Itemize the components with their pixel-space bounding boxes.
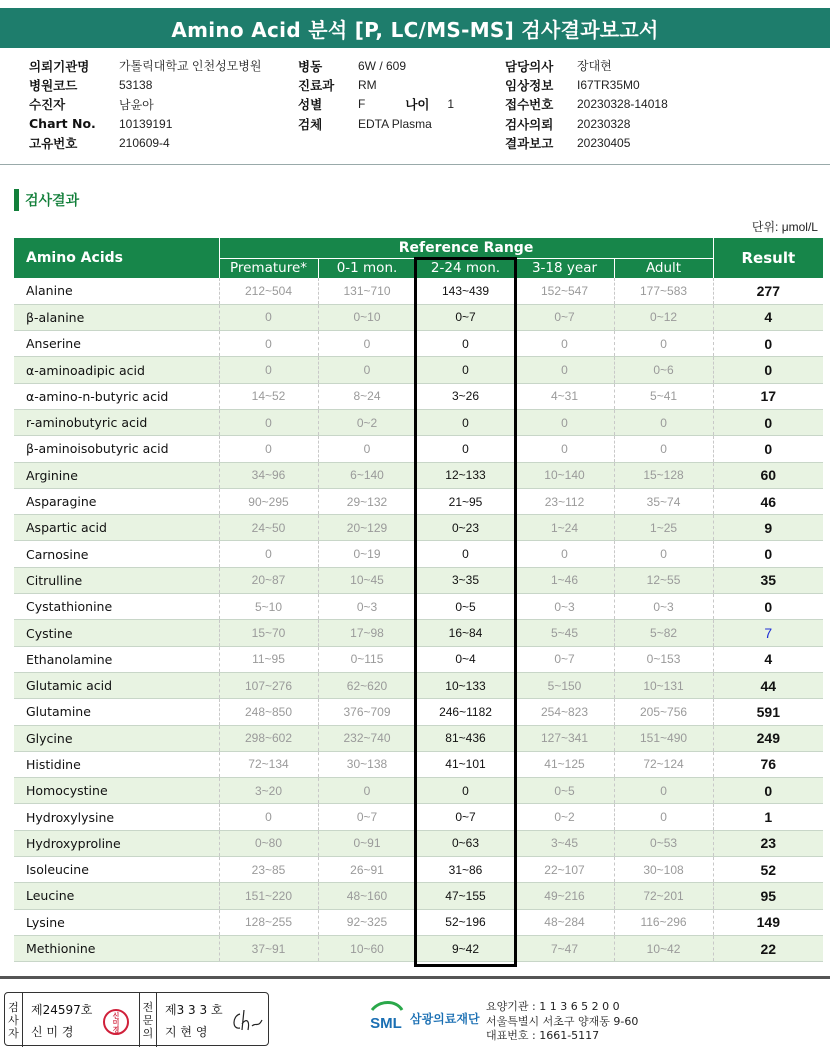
table-row — [14, 830, 823, 856]
reference-range-cell: 15~70 — [219, 620, 318, 646]
reference-range-cell: 21~95 — [416, 488, 515, 514]
table-row — [14, 278, 823, 304]
info-label: 검체 — [298, 116, 323, 132]
reference-range-cell: 47~155 — [416, 883, 515, 909]
table-row — [14, 331, 823, 357]
reference-range-cell: 0~115 — [318, 646, 416, 672]
amino-acid-name: Glutamine — [14, 699, 219, 725]
reference-range-cell: 127~341 — [515, 725, 614, 751]
reviewer-name: 지 현 영 — [165, 1025, 208, 1039]
reference-range-cell: 0 — [614, 804, 713, 830]
reference-range-cell: 0 — [614, 436, 713, 462]
reference-range-cell: 0~7 — [515, 304, 614, 330]
subheader-age-group: 3-18 year — [515, 258, 614, 278]
reference-range-cell: 72~134 — [219, 751, 318, 777]
table-row — [14, 935, 823, 961]
result-cell: 35 — [713, 567, 823, 593]
amino-acid-name: Arginine — [14, 462, 219, 488]
table-row — [14, 804, 823, 830]
info-label: 수진자 — [29, 97, 66, 113]
reference-range-cell: 0 — [515, 541, 614, 567]
amino-acid-name: Cystathionine — [14, 594, 219, 620]
reference-range-cell: 8~24 — [318, 383, 416, 409]
results-table — [14, 238, 823, 962]
reference-range-cell: 0 — [318, 331, 416, 357]
info-value: 가톨릭대학교 인천성모병원 — [119, 59, 262, 74]
examiner-label: 검 사 자 — [5, 993, 23, 1047]
reference-range-cell: 0~4 — [416, 646, 515, 672]
reference-range-cell: 0~5 — [416, 594, 515, 620]
reference-range-cell: 0~63 — [416, 830, 515, 856]
reference-range-cell: 26~91 — [318, 857, 416, 883]
reference-range-cell: 6~140 — [318, 462, 416, 488]
reference-range-cell: 12~55 — [614, 567, 713, 593]
reference-range-cell: 0~3 — [318, 594, 416, 620]
reference-range-cell: 41~125 — [515, 751, 614, 777]
reference-range-cell: 0~7 — [416, 804, 515, 830]
reference-range-cell: 205~756 — [614, 699, 713, 725]
reference-range-cell: 7~47 — [515, 935, 614, 961]
result-cell: 0 — [713, 594, 823, 620]
reference-range-cell: 4~31 — [515, 383, 614, 409]
table-row — [14, 883, 823, 909]
reference-range-cell: 72~201 — [614, 883, 713, 909]
reference-range-cell: 12~133 — [416, 462, 515, 488]
amino-acid-name: Methionine — [14, 935, 219, 961]
info-col-1 — [29, 56, 261, 153]
sml-logo-icon — [366, 998, 406, 1038]
age-label: 나이 — [405, 97, 430, 113]
reference-range-cell: 128~255 — [219, 909, 318, 935]
info-row — [298, 95, 454, 114]
reference-range-cell: 11~95 — [219, 646, 318, 672]
result-cell: 0 — [713, 409, 823, 435]
reference-range-cell: 3~26 — [416, 383, 515, 409]
info-value: 10139191 — [119, 116, 173, 131]
result-cell: 46 — [713, 488, 823, 514]
reference-range-cell: 49~216 — [515, 883, 614, 909]
info-label: 의뢰기관명 — [29, 58, 90, 74]
result-cell: 591 — [713, 699, 823, 725]
amino-acid-name: Histidine — [14, 751, 219, 777]
amino-acid-name: Glycine — [14, 725, 219, 751]
reference-range-cell: 0 — [318, 357, 416, 383]
subheader-age-group: 0-1 mon. — [318, 258, 416, 278]
info-row — [298, 114, 454, 133]
reference-range-cell: 10~133 — [416, 672, 515, 698]
amino-acid-name: Ethanolamine — [14, 646, 219, 672]
reference-range-cell: 20~87 — [219, 567, 318, 593]
report-title: Amino Acid 분석 [P, LC/MS-MS] 검사결과보고서 — [0, 8, 830, 48]
table-row — [14, 541, 823, 567]
reference-range-cell: 72~124 — [614, 751, 713, 777]
reference-range-cell: 0 — [219, 357, 318, 383]
info-value: 남윤아 — [119, 97, 154, 112]
reference-range-cell: 254~823 — [515, 699, 614, 725]
info-row — [29, 114, 261, 133]
reference-range-cell: 0 — [515, 436, 614, 462]
reference-range-cell: 0~80 — [219, 830, 318, 856]
reference-range-cell: 62~620 — [318, 672, 416, 698]
result-cell: 95 — [713, 883, 823, 909]
reference-range-cell: 41~101 — [416, 751, 515, 777]
amino-acid-name: Carnosine — [14, 541, 219, 567]
reference-range-cell: 152~547 — [515, 278, 614, 304]
table-row — [14, 778, 823, 804]
reference-range-cell: 0~91 — [318, 830, 416, 856]
reference-range-cell: 10~42 — [614, 935, 713, 961]
reference-range-cell: 0~7 — [515, 646, 614, 672]
reference-range-cell: 48~284 — [515, 909, 614, 935]
table-row — [14, 409, 823, 435]
reference-range-cell: 23~112 — [515, 488, 614, 514]
reference-range-cell: 0 — [416, 409, 515, 435]
info-label: 병동 — [298, 58, 323, 74]
info-value: 장대현 — [577, 59, 612, 74]
table-row — [14, 304, 823, 330]
info-value: 53138 — [119, 78, 153, 93]
amino-acid-name: β-aminoisobutyric acid — [14, 436, 219, 462]
info-value: 20230328 — [577, 116, 631, 131]
table-row — [14, 699, 823, 725]
amino-acid-name: Glutamic acid — [14, 672, 219, 698]
examiner-license: 제24597호 — [31, 1003, 93, 1017]
result-cell: 44 — [713, 672, 823, 698]
amino-acid-name: Leucine — [14, 883, 219, 909]
info-value: 210609-4 — [119, 136, 170, 151]
table-row — [14, 646, 823, 672]
reference-range-cell: 0~19 — [318, 541, 416, 567]
amino-acid-name: Hydroxyproline — [14, 830, 219, 856]
reference-range-cell: 232~740 — [318, 725, 416, 751]
info-row — [505, 75, 668, 94]
reference-range-cell: 23~85 — [219, 857, 318, 883]
reference-range-cell: 0 — [219, 804, 318, 830]
info-label: 성별 — [298, 97, 323, 113]
signature-box — [4, 992, 269, 1046]
amino-acid-name: α-aminoadipic acid — [14, 357, 219, 383]
reference-range-cell: 151~220 — [219, 883, 318, 909]
info-row — [298, 75, 454, 94]
reference-range-cell: 0~3 — [515, 594, 614, 620]
reference-range-cell: 10~45 — [318, 567, 416, 593]
reference-range-cell: 116~296 — [614, 909, 713, 935]
section-title-text: 검사결과 — [25, 193, 80, 209]
info-label: 임상정보 — [505, 78, 554, 94]
amino-acid-name: α-amino-n-butyric acid — [14, 383, 219, 409]
subheader-age-group: Premature* — [219, 258, 318, 278]
result-cell: 52 — [713, 857, 823, 883]
reference-range-cell: 246~1182 — [416, 699, 515, 725]
reference-range-cell: 5~45 — [515, 620, 614, 646]
reference-range-cell: 0 — [219, 409, 318, 435]
result-cell: 0 — [713, 357, 823, 383]
result-cell: 0 — [713, 436, 823, 462]
info-label: 결과보고 — [505, 136, 554, 152]
info-row — [505, 114, 668, 133]
info-col-3 — [505, 56, 668, 153]
section-bar — [14, 189, 19, 211]
result-cell: 22 — [713, 935, 823, 961]
reference-range-cell: 143~439 — [416, 278, 515, 304]
reference-range-cell: 1~24 — [515, 515, 614, 541]
result-cell: 249 — [713, 725, 823, 751]
divider — [0, 164, 830, 165]
reference-range-cell: 30~108 — [614, 857, 713, 883]
reference-range-cell: 0 — [416, 436, 515, 462]
reference-range-cell: 81~436 — [416, 725, 515, 751]
info-row — [505, 56, 668, 75]
table-row — [14, 567, 823, 593]
reference-range-cell: 0 — [614, 778, 713, 804]
result-cell: 76 — [713, 751, 823, 777]
reference-range-cell: 107~276 — [219, 672, 318, 698]
reference-range-cell: 22~107 — [515, 857, 614, 883]
reference-range-cell: 10~140 — [515, 462, 614, 488]
reference-range-cell: 1~25 — [614, 515, 713, 541]
reference-range-cell: 0~5 — [515, 778, 614, 804]
info-col-2 — [298, 56, 454, 134]
reference-range-cell: 0 — [318, 778, 416, 804]
info-row — [29, 75, 261, 94]
amino-acid-name: Anserine — [14, 331, 219, 357]
result-cell: 23 — [713, 830, 823, 856]
reference-range-cell: 0 — [219, 304, 318, 330]
sml-logo — [366, 998, 480, 1038]
reference-range-cell: 0 — [515, 409, 614, 435]
result-cell: 7 — [713, 620, 823, 646]
reference-range-cell: 0 — [219, 436, 318, 462]
result-cell: 277 — [713, 278, 823, 304]
reference-range-cell: 0~7 — [416, 304, 515, 330]
info-label: 고유번호 — [29, 136, 78, 152]
org-care-code: 요양기관 : 1 1 3 6 5 2 0 0 — [486, 1000, 620, 1013]
unit-label: 단위: μmol/L — [751, 220, 818, 234]
reference-range-cell: 0 — [416, 541, 515, 567]
reference-range-cell: 0 — [515, 357, 614, 383]
reviewer-license: 제3 3 3 호 — [165, 1003, 223, 1017]
org-info — [486, 1000, 638, 1044]
reference-range-cell: 10~60 — [318, 935, 416, 961]
reference-range-cell: 0~12 — [614, 304, 713, 330]
result-cell: 0 — [713, 541, 823, 567]
reference-range-cell: 37~91 — [219, 935, 318, 961]
reference-range-cell: 90~295 — [219, 488, 318, 514]
info-value: I67TR35M0 — [577, 78, 640, 93]
table-row — [14, 857, 823, 883]
reference-range-cell: 92~325 — [318, 909, 416, 935]
reference-range-cell: 212~504 — [219, 278, 318, 304]
reference-range-cell: 0~153 — [614, 646, 713, 672]
reference-range-cell: 5~41 — [614, 383, 713, 409]
info-label: Chart No. — [29, 116, 96, 132]
reference-range-cell: 0 — [614, 331, 713, 357]
patient-info — [0, 56, 830, 160]
reference-range-cell: 0 — [614, 409, 713, 435]
amino-acid-name: r-aminobutyric acid — [14, 409, 219, 435]
reference-range-cell: 0~23 — [416, 515, 515, 541]
reference-range-cell: 0 — [219, 331, 318, 357]
reference-range-cell: 1~46 — [515, 567, 614, 593]
reference-range-cell: 131~710 — [318, 278, 416, 304]
table-row — [14, 909, 823, 935]
examiner-name: 신 미 경 — [31, 1025, 74, 1039]
amino-acid-name: Lysine — [14, 909, 219, 935]
amino-acid-name: β-alanine — [14, 304, 219, 330]
result-cell: 149 — [713, 909, 823, 935]
examiner-seal-icon: 신미경 — [103, 1009, 129, 1035]
info-label: 담당의사 — [505, 58, 554, 74]
reference-range-cell: 0 — [318, 436, 416, 462]
reference-range-cell: 0~10 — [318, 304, 416, 330]
table-row — [14, 436, 823, 462]
reference-range-cell: 10~131 — [614, 672, 713, 698]
amino-acid-name: Hydroxylysine — [14, 804, 219, 830]
reference-range-cell: 0 — [416, 357, 515, 383]
reference-range-cell: 177~583 — [614, 278, 713, 304]
header-reference-range: Reference Range — [219, 238, 713, 258]
reference-range-cell: 35~74 — [614, 488, 713, 514]
reference-range-cell: 0~6 — [614, 357, 713, 383]
reference-range-cell: 0 — [515, 331, 614, 357]
reference-range-cell: 0~2 — [318, 409, 416, 435]
info-label: 검사의뢰 — [505, 116, 554, 132]
reference-range-cell: 298~602 — [219, 725, 318, 751]
result-cell: 4 — [713, 646, 823, 672]
amino-acid-name: Alanine — [14, 278, 219, 304]
reference-range-cell: 29~132 — [318, 488, 416, 514]
info-value: 6W / 609 — [358, 58, 407, 73]
info-row — [29, 134, 261, 153]
result-cell: 17 — [713, 383, 823, 409]
reference-range-cell: 15~128 — [614, 462, 713, 488]
table-row — [14, 383, 823, 409]
reference-range-cell: 34~96 — [219, 462, 318, 488]
amino-acid-name: Cystine — [14, 620, 219, 646]
subheader-age-group: Adult — [614, 258, 713, 278]
reference-range-cell: 0~3 — [614, 594, 713, 620]
reference-range-cell: 52~196 — [416, 909, 515, 935]
org-address: 서울특별시 서초구 양재동 9-60 — [486, 1014, 639, 1028]
reference-range-cell: 24~50 — [219, 515, 318, 541]
reference-range-cell: 0 — [416, 778, 515, 804]
info-value: F — [358, 97, 366, 112]
reviewer-label: 전 문 의 — [139, 993, 157, 1047]
amino-acid-name: Homocystine — [14, 778, 219, 804]
section-title — [14, 189, 79, 211]
result-cell: 60 — [713, 462, 823, 488]
reference-range-cell: 48~160 — [318, 883, 416, 909]
reference-range-cell: 151~490 — [614, 725, 713, 751]
table-row — [14, 357, 823, 383]
result-cell: 4 — [713, 304, 823, 330]
reference-range-cell: 3~45 — [515, 830, 614, 856]
reference-range-cell: 0~7 — [318, 804, 416, 830]
table-row — [14, 751, 823, 777]
reference-range-cell: 5~10 — [219, 594, 318, 620]
reference-range-cell: 5~82 — [614, 620, 713, 646]
reference-range-cell: 0 — [416, 331, 515, 357]
reference-range-cell: 17~98 — [318, 620, 416, 646]
table-row — [14, 594, 823, 620]
table-row — [14, 620, 823, 646]
reference-range-cell: 0 — [219, 541, 318, 567]
header-result: Result — [713, 238, 823, 278]
amino-acid-name: Asparagine — [14, 488, 219, 514]
info-row — [505, 134, 668, 153]
reference-range-cell: 30~138 — [318, 751, 416, 777]
reference-range-cell: 14~52 — [219, 383, 318, 409]
info-value: RM — [358, 78, 377, 93]
info-row — [29, 56, 261, 75]
reference-range-cell: 31~86 — [416, 857, 515, 883]
reference-range-cell: 3~20 — [219, 778, 318, 804]
svg-text:SML: SML — [370, 1015, 402, 1032]
info-label: 진료과 — [298, 78, 335, 94]
table-row — [14, 672, 823, 698]
footer-divider — [0, 976, 830, 979]
amino-acid-name: Citrulline — [14, 567, 219, 593]
result-cell: 9 — [713, 515, 823, 541]
info-value: 20230328-14018 — [577, 97, 668, 112]
org-name: 삼광의료재단 — [410, 1011, 480, 1026]
reviewer-signature-icon — [230, 1008, 264, 1034]
reference-range-cell: 248~850 — [219, 699, 318, 725]
reference-range-cell: 376~709 — [318, 699, 416, 725]
reference-range-cell: 0~53 — [614, 830, 713, 856]
info-label: 접수번호 — [505, 97, 554, 113]
info-value: 20230405 — [577, 136, 631, 151]
result-cell: 0 — [713, 331, 823, 357]
reference-range-cell: 20~129 — [318, 515, 416, 541]
reference-range-cell: 0~2 — [515, 804, 614, 830]
info-label: 병원코드 — [29, 78, 78, 94]
result-cell: 0 — [713, 778, 823, 804]
reference-range-cell: 0 — [614, 541, 713, 567]
header-amino-acids: Amino Acids — [14, 238, 219, 278]
reference-range-cell: 3~35 — [416, 567, 515, 593]
info-row — [298, 56, 454, 75]
org-phone: 대표번호 : 1661-5117 — [486, 1029, 600, 1042]
table-row — [14, 488, 823, 514]
amino-acid-name: Isoleucine — [14, 857, 219, 883]
table-row — [14, 515, 823, 541]
reference-range-cell: 9~42 — [416, 935, 515, 961]
age-value: 1 — [447, 97, 455, 112]
amino-acid-name: Aspartic acid — [14, 515, 219, 541]
info-row — [29, 95, 261, 114]
table-row — [14, 725, 823, 751]
reference-range-cell: 16~84 — [416, 620, 515, 646]
subheader-age-group: 2-24 mon. — [416, 258, 515, 278]
info-row — [505, 95, 668, 114]
result-cell: 1 — [713, 804, 823, 830]
table-row — [14, 462, 823, 488]
info-value: EDTA Plasma — [358, 116, 432, 131]
reference-range-cell: 5~150 — [515, 672, 614, 698]
